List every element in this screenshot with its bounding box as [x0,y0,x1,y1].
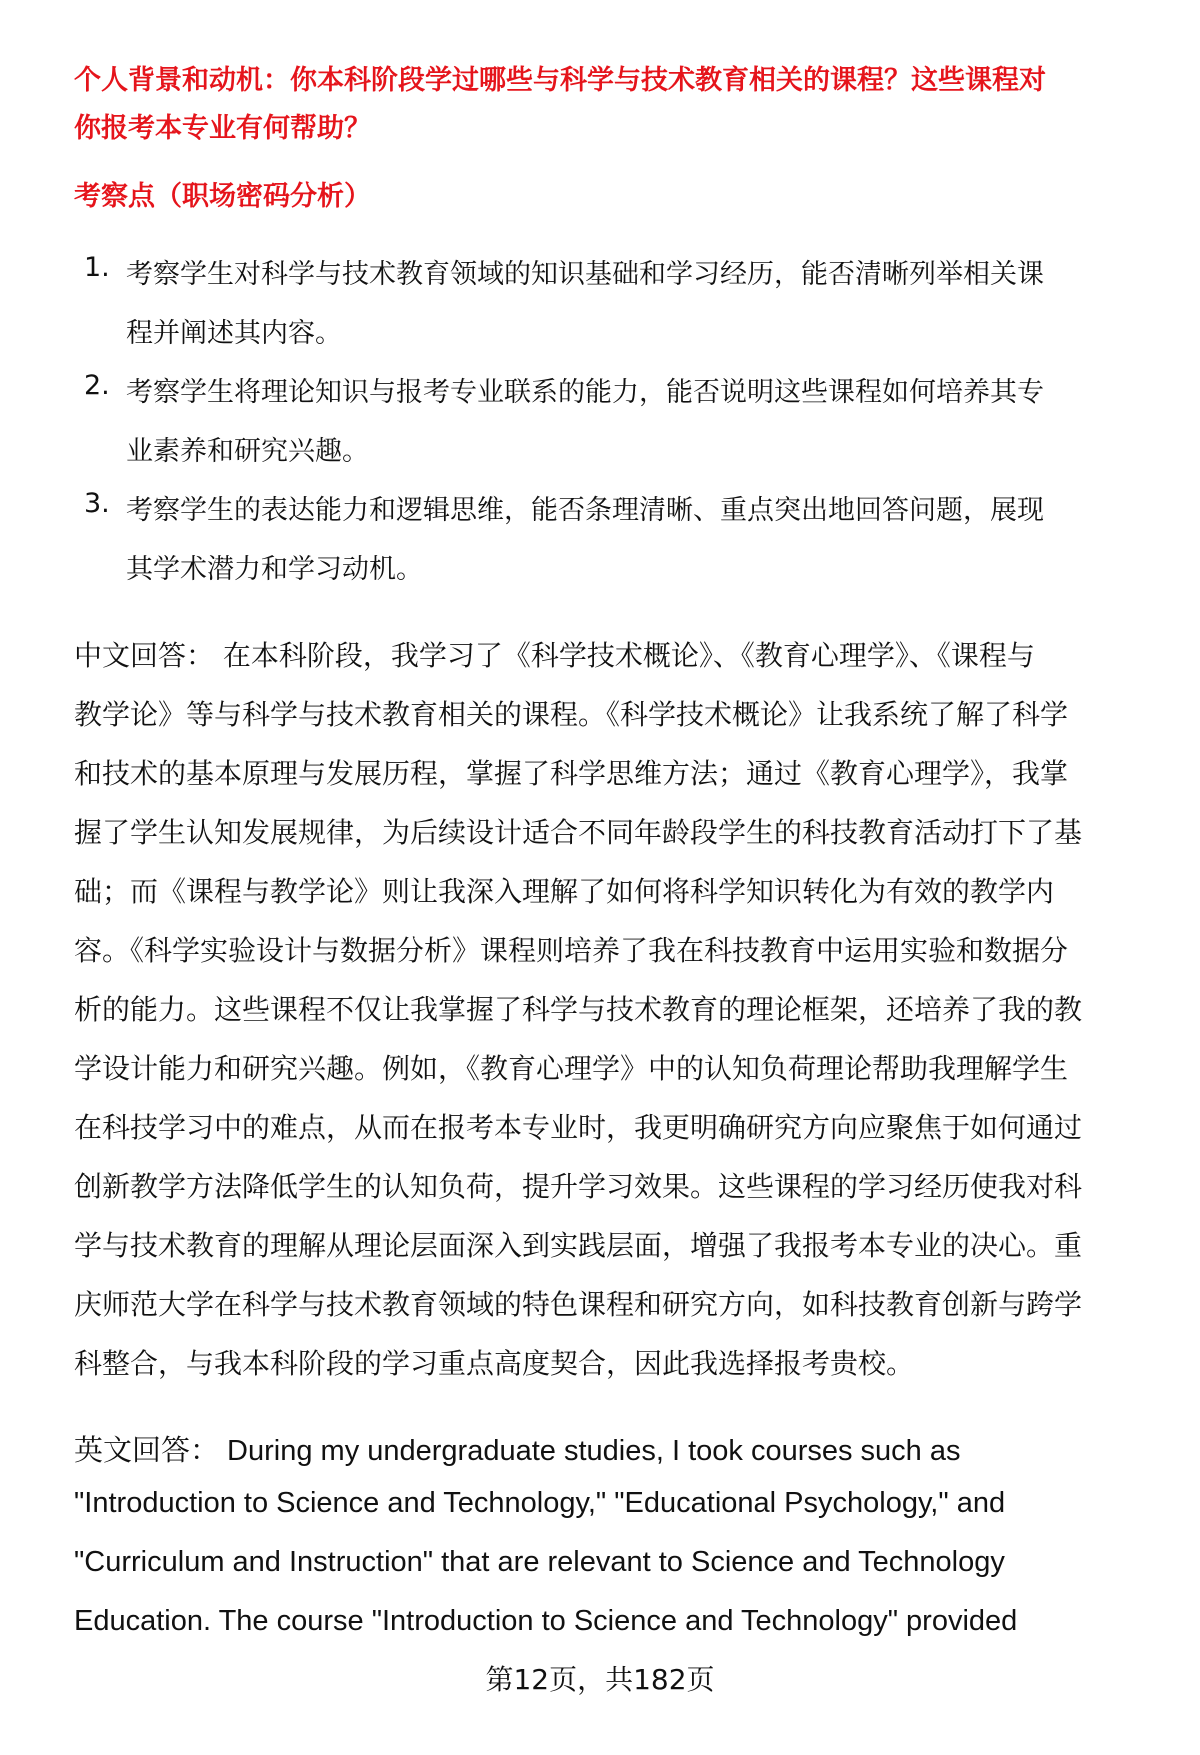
list-item-text: 考察学生对科学与技术教育领域的知识基础和学习经历，能否清晰列举相关课 [126,259,1044,290]
answer-line: 中文回答： 在本科阶段，我学习了《科学技术概论》、《教育心理学》、《课程与 [74,639,1035,672]
answer-line: 学与技术教育的理解从理论层面深入到实践层面，增强了我报考本专业的决心。重 [74,1229,1083,1262]
list-number: 1. [84,252,110,283]
answer-line: 础；而《课程与教学论》则让我深入理解了如何将科学知识转化为有效的教学内 [74,875,1055,908]
list-item-text: 程并阐述其内容。 [126,318,342,349]
answer-line: 庆师范大学在科学与技术教育领域的特色课程和研究方向，如科技教育创新与跨学 [74,1288,1083,1321]
section-heading: 考察点（职场密码分析） [74,181,371,212]
answer-line: "Curriculum and Instruction" that are relevant to Science and Technology [74,1546,1005,1578]
answer-line: Education. The course "Introduction to Science and Technology" provided [74,1605,1018,1637]
answer-line: 析的能力。这些课程不仅让我掌握了科学与技术教育的理论框架，还培养了我的教 [74,993,1083,1026]
list-number: 2. [84,370,110,401]
answer-line: 创新教学方法降低学生的认知负荷，提升学习效果。这些课程的学习经历使我对科 [74,1170,1083,1203]
answer-line: 容。《科学实验设计与数据分析》课程则培养了我在科技教育中运用实验和数据分 [74,934,1069,967]
answer-line: 学设计能力和研究兴趣。例如，《教育心理学》中的认知负荷理论帮助我理解学生 [74,1052,1069,1085]
answer-line: 在科技学习中的难点，从而在报考本专业时，我更明确研究方向应聚焦于如何通过 [74,1111,1083,1144]
answer-line: 英文回答： During my undergraduate studies, I took courses such as [74,1435,961,1467]
answer-line: 和技术的基本原理与发展历程，掌握了科学思维方法；通过《教育心理学》，我掌 [74,757,1069,790]
list-item-text: 考察学生的表达能力和逻辑思维，能否条理清晰、重点突出地回答问题，展现 [126,495,1044,526]
list-item-text: 业素养和研究兴趣。 [126,436,369,467]
answer-line: 教学论》等与科学与技术教育相关的课程。《科学技术概论》让我系统了解了科学 [74,698,1069,731]
question-line: 个人背景和动机：你本科阶段学过哪些与科学与技术教育相关的课程？这些课程对 [74,65,1046,96]
answer-line: 握了学生认知发展规律，为后续设计适合不同年龄段学生的科技教育活动打下了基 [74,816,1083,849]
answer-line: "Introduction to Science and Technology," "Educational Psychology," and [74,1487,1006,1519]
list-item-text: 考察学生将理论知识与报考专业联系的能力，能否说明这些课程如何培养其专 [126,377,1044,408]
question-line: 你报考本专业有何帮助？ [74,113,371,144]
answer-line: 科整合，与我本科阶段的学习重点高度契合，因此我选择报考贵校。 [74,1347,915,1380]
list-item-text: 其学术潜力和学习动机。 [126,554,423,585]
page-number: 第12页，共182页 [485,1663,715,1696]
list-number: 3. [84,488,110,519]
